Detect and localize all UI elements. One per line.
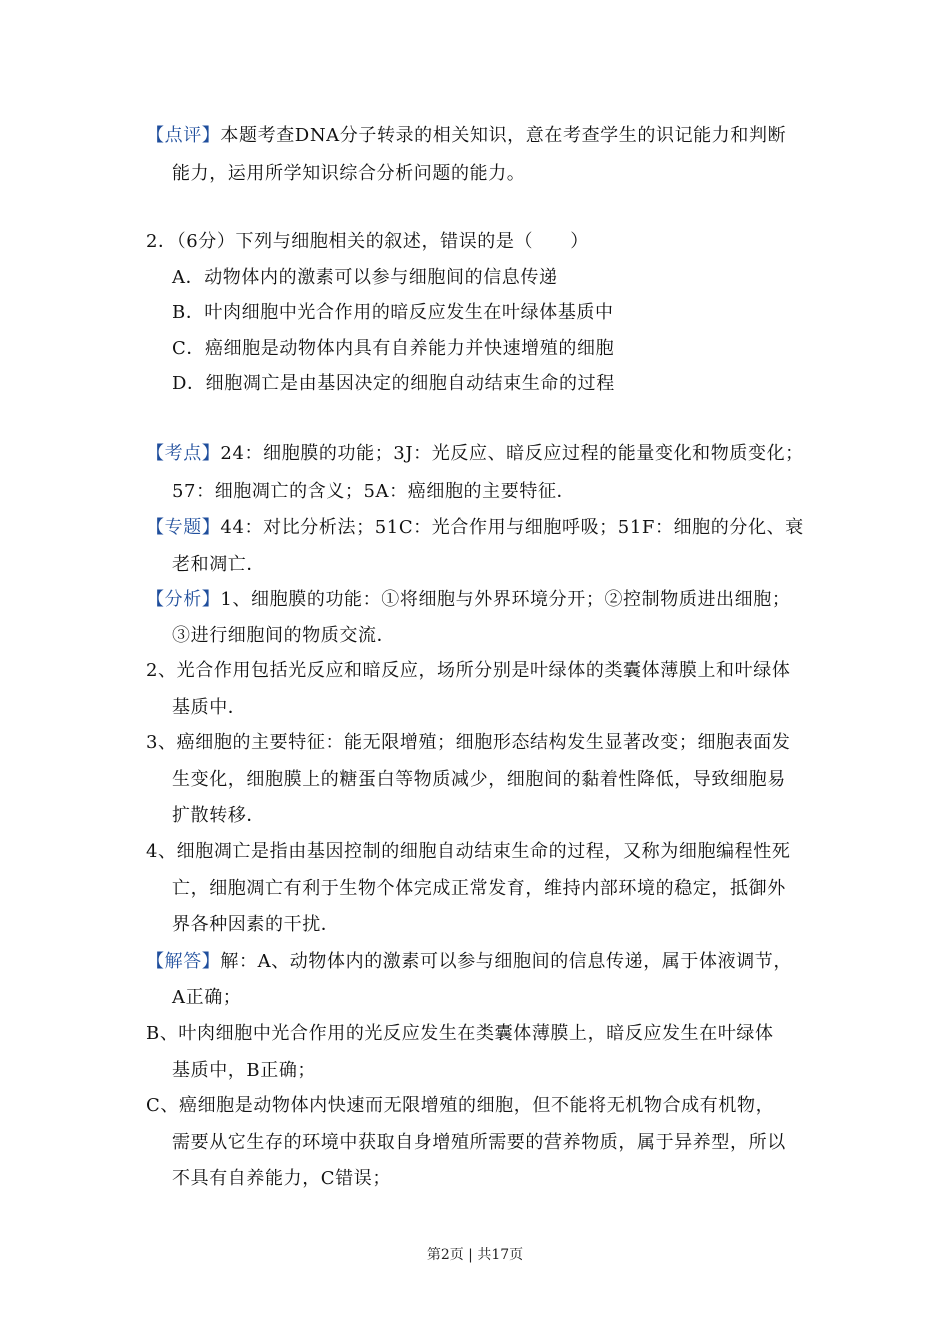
option-d: D．细胞凋亡是由基因决定的细胞自动结束生命的过程: [172, 373, 615, 394]
option-c: C．癌细胞是动物体内具有自养能力并快速增殖的细胞: [172, 338, 615, 359]
comment-line-2: 能力，运用所学知识综合分析问题的能力。: [172, 163, 526, 184]
fenxi-p4-line-3: 界各种因素的干扰．: [172, 914, 340, 935]
question-stem: 2．（6分）下列与细胞相关的叙述，错误的是（ ）: [146, 231, 589, 252]
jieda-c-line-2: 需要从它生存的环境中获取自身增殖所需要的营养物质，属于异养型，所以: [172, 1132, 786, 1153]
fenxi-line-1: 【分析】1、细胞膜的功能：①将细胞与外界环境分开；②控制物质进出细胞；: [146, 589, 791, 610]
option-b: B．叶肉细胞中光合作用的暗反应发生在叶绿体基质中: [172, 302, 614, 323]
fenxi-p4-line-1: 4、细胞凋亡是指由基因控制的细胞自动结束生命的过程，又称为细胞编程性死: [146, 841, 791, 862]
page-footer: 第2页 | 共17页: [426, 1247, 524, 1263]
kaodian-line-2: 57：细胞凋亡的含义；5A：癌细胞的主要特征．: [172, 481, 576, 502]
fenxi-p2-line-1: 2、光合作用包括光反应和暗反应，场所分别是叶绿体的类囊体薄膜上和叶绿体: [146, 660, 791, 681]
kaodian-line-1: 【考点】24：细胞膜的功能；3J：光反应、暗反应过程的能量变化和物质变化；: [146, 443, 804, 464]
jieda-line-1: 【解答】解：A、动物体内的激素可以参与细胞间的信息传递，属于体液调节，: [146, 951, 793, 972]
fenxi-line-2: ③进行细胞间的物质交流．: [172, 625, 396, 646]
fenxi-p3-line-1: 3、癌细胞的主要特征：能无限增殖；细胞形态结构发生显著改变；细胞表面发: [146, 732, 791, 753]
fenxi-tag: 【分析】: [146, 589, 221, 610]
jieda-c-line-3: 不具有自养能力，C错误；: [172, 1168, 391, 1189]
kaodian-tag: 【考点】: [146, 443, 221, 464]
comment-tag: 【点评】: [146, 125, 221, 146]
jieda-b-line-1: B、叶肉细胞中光合作用的光反应发生在类囊体薄膜上，暗反应发生在叶绿体: [146, 1023, 774, 1044]
jieda-c-line-1: C、癌细胞是动物体内快速而无限增殖的细胞，但不能将无机物合成有机物，: [146, 1095, 775, 1116]
comment-line-1: 【点评】本题考查DNA分子转录的相关知识，意在考查学生的识记能力和判断: [146, 125, 787, 146]
jieda-tag: 【解答】: [146, 951, 221, 972]
fenxi-p3-line-3: 扩散转移．: [172, 805, 265, 826]
option-a: A．动物体内的激素可以参与细胞间的信息传递: [172, 267, 558, 288]
fenxi-p3-line-2: 生变化，细胞膜上的糖蛋白等物质减少，细胞间的黏着性降低，导致细胞易: [172, 769, 786, 790]
fenxi-p4-line-2: 亡，细胞凋亡有利于生物个体完成正常发育，维持内部环境的稳定，抵御外: [172, 878, 786, 899]
jieda-line-2: A正确；: [172, 987, 242, 1008]
zhuanti-line-1: 【专题】44：对比分析法；51C：光合作用与细胞呼吸；51F：细胞的分化、衰: [146, 517, 804, 538]
zhuanti-line-2: 老和凋亡．: [172, 554, 265, 575]
zhuanti-tag: 【专题】: [146, 517, 221, 538]
fenxi-p2-line-2: 基质中．: [172, 697, 247, 718]
jieda-b-line-2: 基质中，B正确；: [172, 1060, 317, 1081]
